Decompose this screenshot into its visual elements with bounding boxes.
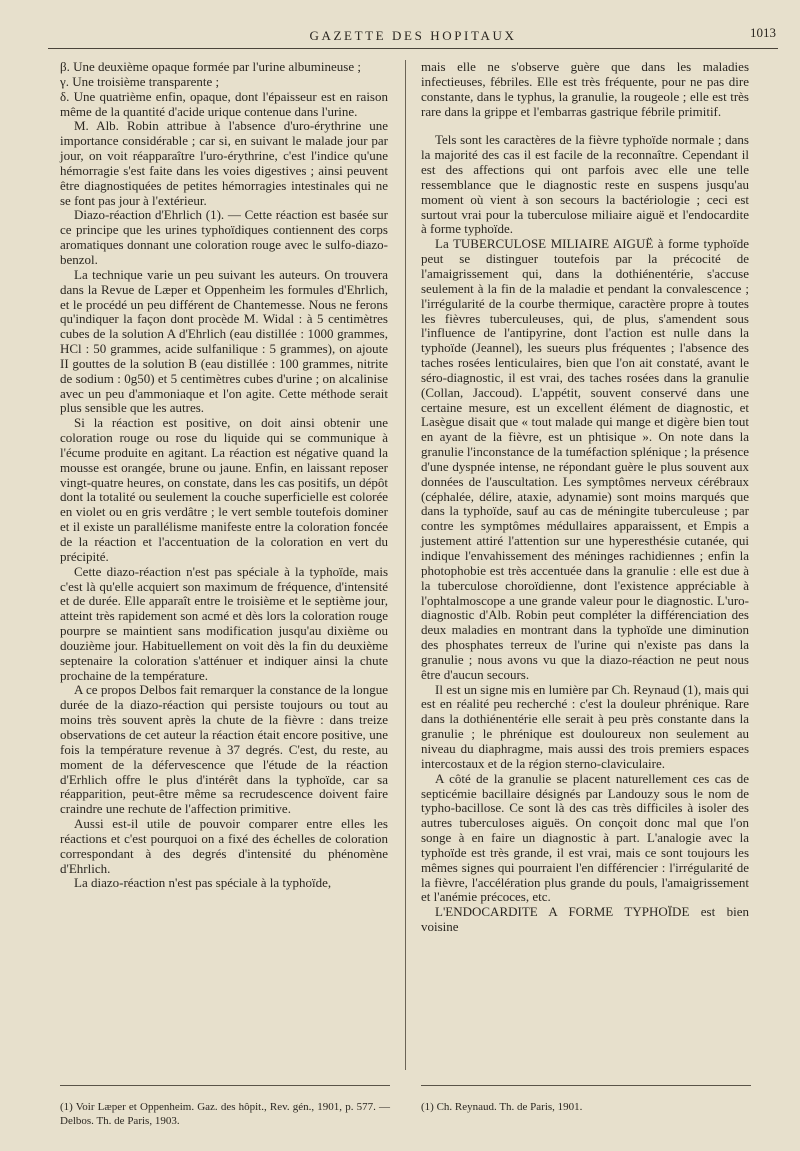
paragraph: Diazo-réaction d'Ehrlich (1). — Cette réaction est basée sur ce principe que les urines typhoïdiques contiennent des corps aromatiques donnant une coloration rouge avec le sulfo-diazo-benzol.: [60, 207, 388, 267]
paragraph: L'ENDOCARDITE A FORME TYPHOÏDE est bien voisine: [421, 904, 749, 935]
paragraph: mais elle ne s'observe guère que dans les maladies infectieuses, fébriles. Elle est très fréquente, pour ne pas dire constante, dans le typhus, la granulie, la rougeole ; elle est très rare dans la grippe et l'embarras gastrique fébrile primitif.: [421, 59, 749, 119]
paragraph: La TUBERCULOSE MILIAIRE AIGUË à forme typhoïde peut se distinguer toutefois par la précocité de l'amaigrissement qui, dans la dothiénentérie, s'accuse seulement à la fin de la maladie et pendant la convalescence ; l'irrégularité de la courbe thermique, caractère propre à toutes les fièvres tuberculeuses, qui, de plus, s'amendent sous l'influence de l'antipyrine, dont l'action est nulle dans la typhoïde (Jeannel), les sueurs plus fréquentes ; l'absence des taches rosées lenticulaires, bien que l'on ait constaté, avant le séro-diagnostic, il est vrai, des taches rosées dans la granulie (Collan, Jaccoud). L'appétit, souvent conservé dans une certaine mesure, est un excellent élément de diagnostic, et Lasègue disait que « tout malade qui mange et digère bien tout en ayant de la fièvre, est un phtisique ». On note dans la granulie l'inconstance de la tuméfaction splénique ; la présence d'une dyspnée intense, ne répondant guère le plus souvent aux données de l'auscultation. Les symptômes nerveux cérébraux (céphalée, délire, ataxie, adynamie) sont moins marqués que dans la typhoïde, sauf au cas de méningite tuberculeuse ; par contre les symptômes médullaires apparaissent, et Empis a justement attiré l'attention sur une hyperesthésie cutanée, qui indique l'envahissement des méninges rachidiennes ; enfin la photophobie est très accentuée dans la granulie : elle est due à la tuberculose choroïdienne, dont l'existence appréciable à l'ophtalmoscope a une grande valeur pour le diagnostic. L'uro-diagnostic d'Alb. Robin peut compléter la différenciation des deux maladies en montrant dans la typhoïde une diminution des phosphates terreux de l'urine qui n'existe pas dans la granulie ; nous avons vu que la diazo-réaction ne peut nous être d'aucun secours.: [421, 236, 749, 682]
column-divider: [405, 60, 406, 1070]
footnote-left: (1) Voir Læper et Oppenheim. Gaz. des hôpit., Rev. gén., 1901, p. 577. — Delbos. Th. de Paris, 1903.: [60, 1101, 390, 1127]
page-header: [48, 22, 778, 49]
page-number: 1013: [750, 25, 776, 40]
journal-title: GAZETTE DES HOPITAUX: [309, 28, 517, 43]
footnote-rule: [421, 1085, 751, 1086]
paragraph: Cette diazo-réaction n'est pas spéciale à la typhoïde, mais c'est là qu'elle acquiert son maximum de fréquence, d'intensité et de durée. Elle apparaît entre le troisième et le septième jour, atteint très rapidement son acmé et dès lors la coloration rouge pourpre se maintient sans modification jusqu'au dixième ou douzième jour. Habituellement on voit dès la fin du deuxième septenaire la coloration s'atténuer et indiquer ainsi la chute prochaine de la température.: [60, 563, 388, 683]
paragraph: La diazo-réaction n'est pas spéciale à la typhoïde,: [74, 875, 332, 891]
paragraph: A ce propos Delbos fait remarquer la constance de la longue durée de la diazo-réaction qui persiste toujours ou tout au moins très souvent après la chute de la fièvre : dans treize observations de cet auteur la réaction était encore positive, une fois la température revenue à 37 degrés. C'est, du reste, au moment de la défervescence que l'étude de la réaction d'Erhlich offre le plus d'intérêt dans la typhoïde, car sa réapparition, peut-être même sa recrudescence doivent faire craindre une rechute de l'affection primitive.: [60, 682, 388, 817]
right-column: [421, 60, 749, 935]
paragraph: Aussi est-il utile de pouvoir comparer entre elles les réactions et c'est pourquoi on a fixé des échelles de coloration correspondant à des degrés d'intensité du phénomène d'Ehrlich.: [60, 816, 388, 876]
left-column: [60, 60, 388, 891]
paragraph: β. Une deuxième opaque formée par l'urine albumineuse ;: [60, 59, 361, 74]
paragraph: Il est un signe mis en lumière par Ch. Reynaud (1), mais qui est en réalité peu recherché : c'est la douleur phrénique. Rare dans la dothiénentérie elle serait à peu près constante dans la granulie ; le phrénique est douloureux non seulement au niveau du diaphragme, mais aussi des trois premiers espaces intercostaux et de la région sterno-claviculaire.: [421, 681, 749, 771]
footnote-rule: [60, 1085, 390, 1086]
paragraph: Tels sont les caractères de la fièvre typhoïde normale ; dans la majorité des cas il est facile de la reconnaître. Cependant il est des affections qui ont parfois avec elle une telle ressemblance que le diagnostic reste en suspens jusqu'au moment où vient à son secours la bactériologie ; ceci est surtout vrai pour la tuberculose miliaire aiguë et l'endocardite à forme typhoïde.: [421, 132, 749, 237]
paragraph: M. Alb. Robin attribue à l'absence d'uro-érythrine une importance considérable ; car si, en suivant le malade jour par jour, on voit réapparaître l'uro-érythrine, c'est l'indice qu'une hémorragie s'est faite dans les voies digestives ; ainsi peuvent être diagnostiquées de petites hémorragies intestinales qui ne se font pas jour à l'extérieur.: [60, 118, 388, 208]
paragraph: A côté de la granulie se placent naturellement ces cas de septicémie bacillaire désignés par Landouzy sous le nom de typho-bacillose. Ce sont là des cas très difficiles à isoler des autres tuberculoses aiguës. On conçoit donc mal que l'on songe à en faire un diagnostic à part. L'analogie avec la typhoïde est très grande, il est vrai, mais ce sont toujours les mêmes signes qui pourraient l'en différencier : l'irrégularité de la fièvre, l'accélération plus grande du pouls, l'amaigrissement et l'anémie précoces, etc.: [421, 770, 749, 905]
paragraph: La technique varie un peu suivant les auteurs. On trouvera dans la Revue de Læper et Oppenheim les formules d'Ehrlich, et le procédé un peu différent de Chantemesse. Nous ne ferons qu'indiquer la façon dont procède M. Widal : à 5 centimètres cubes de la solution A d'Ehrlich (eau distillée : 1000 grammes, HCl : 50 grammes, acide sulfanilique : 5 grammes), on ajoute II gouttes de la solution B (eau distillée : 100 grammes, nitrite de sodium : 0g50) et 5 centimètres cubes d'urine ; on alcalinise avec un peu d'ammoniaque et l'on agite. Cette méthode serait plus sensible que les autres.: [60, 266, 388, 416]
paragraph: γ. Une troisième transparente ;: [60, 73, 220, 89]
paragraph: Si la réaction est positive, on doit ainsi obtenir une coloration rouge ou rose du liquide qui se communique à l'écume produite en agitant. La réaction est négative quand la mousse est orangée, brune ou jaune. Enfin, en laissant reposer vingt-quatre heures, on constate, dans les cas positifs, un dépôt dont la totalité ou seulement la couche superficielle est colorée en violet ou en gris verdâtre ; le vert semble toutefois dominer et il existe un parallélisme manifeste entre la coloration foncée de la réaction et l'accentuation de la coloration en vert du précipité.: [60, 415, 388, 564]
footnote-right: (1) Ch. Reynaud. Th. de Paris, 1901.: [421, 1101, 583, 1113]
paragraph: δ. Une quatrième enfin, opaque, dont l'épaisseur est en raison même de la quantité d'acide urique contenue dans l'urine.: [60, 88, 388, 119]
